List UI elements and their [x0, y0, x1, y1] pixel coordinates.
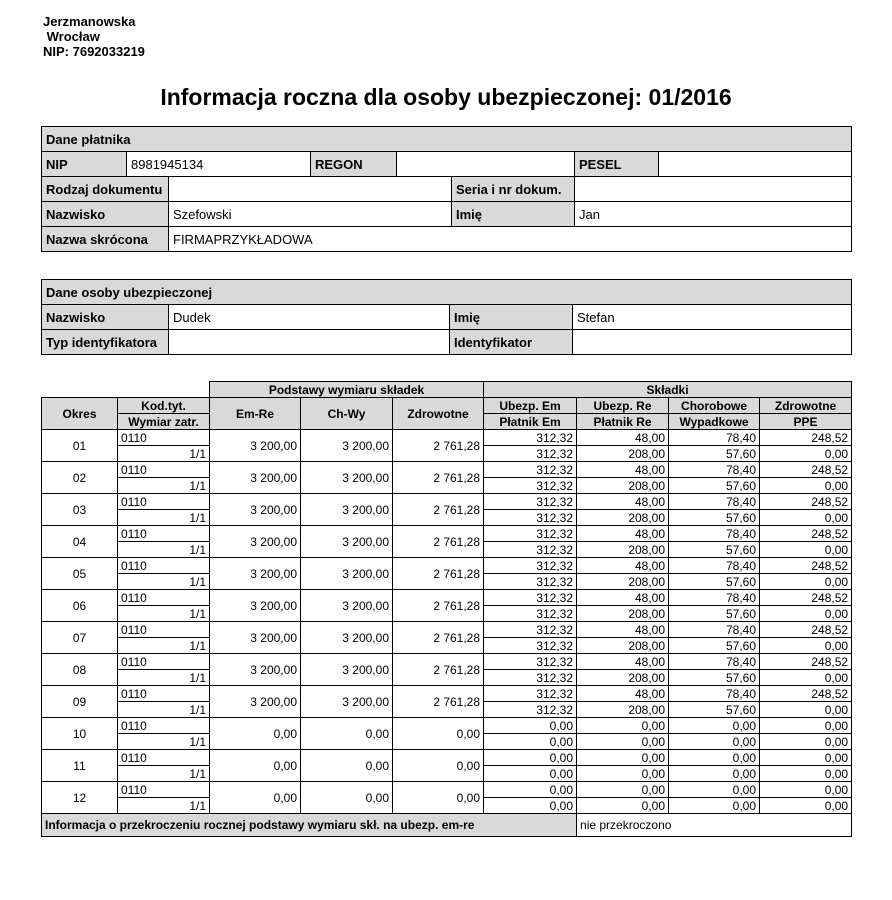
- bases-header: Podstawy wymiaru składek: [210, 382, 484, 398]
- title-code-cell: 0110: [118, 494, 210, 510]
- health-base-cell: 0,00: [393, 750, 484, 782]
- insured-em-cell: 0,00: [484, 782, 577, 798]
- insured-re-cell: 48,00: [577, 622, 669, 638]
- accident-cell: 57,60: [669, 638, 760, 654]
- period-cell: 07: [42, 622, 118, 654]
- accident-cell: 57,60: [669, 606, 760, 622]
- accident-cell: 0,00: [669, 766, 760, 782]
- health-base-cell: 2 761,28: [393, 590, 484, 622]
- ch-wy-cell: 0,00: [301, 782, 393, 814]
- threshold-value: nie przekroczono: [577, 814, 852, 837]
- insured-em-cell: 312,32: [484, 494, 577, 510]
- ppe-cell: 0,00: [760, 574, 852, 590]
- table-row: [42, 718, 852, 734]
- period-cell: 12: [42, 782, 118, 814]
- ch-wy-cell: 0,00: [301, 718, 393, 750]
- health-base-cell: 2 761,28: [393, 526, 484, 558]
- payer-re-cell: 208,00: [577, 574, 669, 590]
- em-re-cell: 0,00: [210, 750, 301, 782]
- work-time-cell: 1/1: [118, 702, 210, 718]
- health-base-cell: 2 761,28: [393, 558, 484, 590]
- accident-cell: 57,60: [669, 702, 760, 718]
- ch-wy-cell: 3 200,00: [301, 558, 393, 590]
- insured-re-cell: 48,00: [577, 430, 669, 446]
- payer-re-cell: 0,00: [577, 734, 669, 750]
- table-row: [42, 526, 852, 542]
- title-code-cell: 0110: [118, 750, 210, 766]
- ppe-cell: 0,00: [760, 798, 852, 814]
- health-base-cell: 0,00: [393, 782, 484, 814]
- em-re-cell: 3 200,00: [210, 622, 301, 654]
- title-code-cell: 0110: [118, 462, 210, 478]
- table-row: [42, 686, 852, 702]
- ch-wy-cell: 3 200,00: [301, 430, 393, 462]
- insured-re-cell: 48,00: [577, 494, 669, 510]
- nip-value: 8981945134: [127, 152, 311, 177]
- payer-re-cell: 0,00: [577, 766, 669, 782]
- insured-em-cell: 0,00: [484, 750, 577, 766]
- work-time-cell: 1/1: [118, 446, 210, 462]
- surname-value: Szefowski: [169, 202, 452, 227]
- identifier-label: Identyfikator: [450, 330, 573, 355]
- insured-em-cell: 312,32: [484, 430, 577, 446]
- health-cell: 248,52: [760, 558, 852, 574]
- payer-re-header: Płatnik Re: [577, 414, 669, 430]
- title-code-cell: 0110: [118, 526, 210, 542]
- table-row: [42, 430, 852, 446]
- title-code-cell: 0110: [118, 718, 210, 734]
- page-title: Informacja roczna dla osoby ubezpieczonej: 01/2016: [160, 84, 732, 110]
- ch-wy-cell: 3 200,00: [301, 494, 393, 526]
- payer-em-cell: 312,32: [484, 670, 577, 686]
- health-base-header: Zdrowotne: [393, 398, 484, 430]
- period-cell: 08: [42, 654, 118, 686]
- health-base-cell: 2 761,28: [393, 494, 484, 526]
- firstname-value: Jan: [575, 202, 852, 227]
- nip-label: NIP: [42, 152, 127, 177]
- payer-em-header: Płatnik Em: [484, 414, 577, 430]
- em-re-cell: 3 200,00: [210, 494, 301, 526]
- sickness-cell: 78,40: [669, 686, 760, 702]
- sickness-cell: 78,40: [669, 558, 760, 574]
- ppe-cell: 0,00: [760, 734, 852, 750]
- surname-label: Nazwisko: [42, 202, 169, 227]
- threshold-label: Informacja o przekroczeniu rocznej podstawy wymiaru skł. na ubezp. em-re: [42, 814, 577, 837]
- period-cell: 11: [42, 750, 118, 782]
- sickness-cell: 78,40: [669, 462, 760, 478]
- payer-em-cell: 0,00: [484, 766, 577, 782]
- accident-header: Wypadkowe: [669, 414, 760, 430]
- table-row: [42, 494, 852, 510]
- table-row: [42, 654, 852, 670]
- sickness-cell: 78,40: [669, 526, 760, 542]
- sickness-cell: 0,00: [669, 750, 760, 766]
- sickness-header: Chorobowe: [669, 398, 760, 414]
- ppe-cell: 0,00: [760, 638, 852, 654]
- health-cell: 0,00: [760, 718, 852, 734]
- work-time-cell: 1/1: [118, 638, 210, 654]
- period-cell: 10: [42, 718, 118, 750]
- payer-re-cell: 0,00: [577, 798, 669, 814]
- insured-re-cell: 48,00: [577, 654, 669, 670]
- section-title: Dane płatnika: [42, 127, 852, 152]
- work-time-cell: 1/1: [118, 766, 210, 782]
- surname-value: Dudek: [169, 305, 450, 330]
- work-time-cell: 1/1: [118, 574, 210, 590]
- accident-cell: 57,60: [669, 574, 760, 590]
- em-re-cell: 0,00: [210, 782, 301, 814]
- work-time-cell: 1/1: [118, 798, 210, 814]
- firstname-label: Imię: [452, 202, 575, 227]
- period-header: Okres: [42, 398, 118, 430]
- payer-em-cell: 312,32: [484, 478, 577, 494]
- health-cell: 248,52: [760, 654, 852, 670]
- identifier-value: [573, 330, 852, 355]
- payer-header: [43, 14, 145, 59]
- payer-re-cell: 208,00: [577, 670, 669, 686]
- ch-wy-cell: 3 200,00: [301, 462, 393, 494]
- em-re-cell: 3 200,00: [210, 526, 301, 558]
- health-cell: 248,52: [760, 430, 852, 446]
- payer-em-cell: 312,32: [484, 542, 577, 558]
- insured-em-cell: 312,32: [484, 558, 577, 574]
- work-time-cell: 1/1: [118, 606, 210, 622]
- insured-re-cell: 48,00: [577, 462, 669, 478]
- sickness-cell: 78,40: [669, 494, 760, 510]
- regon-label: REGON: [311, 152, 397, 177]
- id-type-value: [169, 330, 450, 355]
- period-cell: 02: [42, 462, 118, 494]
- blank-corner: [42, 382, 210, 398]
- payer-re-cell: 208,00: [577, 702, 669, 718]
- insured-em-cell: 312,32: [484, 686, 577, 702]
- ppe-cell: 0,00: [760, 606, 852, 622]
- insured-re-cell: 48,00: [577, 526, 669, 542]
- payer-re-cell: 208,00: [577, 446, 669, 462]
- insured-re-cell: 0,00: [577, 750, 669, 766]
- pesel-label: PESEL: [575, 152, 659, 177]
- payer-name: Jerzmanowska: [43, 14, 136, 29]
- section-title: Dane osoby ubezpieczonej: [42, 280, 852, 305]
- title-code-cell: 0110: [118, 430, 210, 446]
- table-row: [42, 750, 852, 766]
- sickness-cell: 0,00: [669, 718, 760, 734]
- work-time-header: Wymiar zatr.: [118, 414, 210, 430]
- insured-re-cell: 48,00: [577, 590, 669, 606]
- work-time-cell: 1/1: [118, 734, 210, 750]
- period-cell: 04: [42, 526, 118, 558]
- insured-em-cell: 0,00: [484, 718, 577, 734]
- sickness-cell: 78,40: [669, 654, 760, 670]
- doc-type-value: [169, 177, 452, 202]
- period-cell: 03: [42, 494, 118, 526]
- payer-re-cell: 208,00: [577, 606, 669, 622]
- insured-em-cell: 312,32: [484, 622, 577, 638]
- pesel-value: [659, 152, 852, 177]
- contributions-table: [41, 381, 852, 837]
- sickness-cell: 78,40: [669, 622, 760, 638]
- title-code-header: Kod.tyt.: [118, 398, 210, 414]
- table-row: [42, 462, 852, 478]
- health-base-cell: 2 761,28: [393, 686, 484, 718]
- insured-em-cell: 312,32: [484, 526, 577, 542]
- payer-re-cell: 208,00: [577, 542, 669, 558]
- period-cell: 01: [42, 430, 118, 462]
- em-re-cell: 3 200,00: [210, 654, 301, 686]
- ch-wy-cell: 3 200,00: [301, 622, 393, 654]
- sickness-cell: 78,40: [669, 430, 760, 446]
- ch-wy-cell: 3 200,00: [301, 526, 393, 558]
- table-row: [42, 558, 852, 574]
- accident-cell: 0,00: [669, 798, 760, 814]
- contributions-header: Składki: [484, 382, 852, 398]
- payer-em-cell: 312,32: [484, 638, 577, 654]
- em-re-cell: 3 200,00: [210, 430, 301, 462]
- ppe-cell: 0,00: [760, 542, 852, 558]
- payer-em-cell: 312,32: [484, 574, 577, 590]
- health-base-cell: 2 761,28: [393, 654, 484, 686]
- title-code-cell: 0110: [118, 686, 210, 702]
- payer-re-cell: 208,00: [577, 638, 669, 654]
- insured-re-cell: 0,00: [577, 782, 669, 798]
- short-name-label: Nazwa skrócona: [42, 227, 169, 252]
- accident-cell: 57,60: [669, 670, 760, 686]
- payer-em-cell: 0,00: [484, 798, 577, 814]
- health-cell: 248,52: [760, 526, 852, 542]
- title-code-cell: 0110: [118, 622, 210, 638]
- payer-re-cell: 208,00: [577, 478, 669, 494]
- ch-wy-cell: 3 200,00: [301, 686, 393, 718]
- period-cell: 05: [42, 558, 118, 590]
- title-code-cell: 0110: [118, 654, 210, 670]
- ch-wy-cell: 3 200,00: [301, 590, 393, 622]
- em-re-cell: 3 200,00: [210, 590, 301, 622]
- work-time-cell: 1/1: [118, 510, 210, 526]
- insured-em-cell: 312,32: [484, 462, 577, 478]
- health-base-cell: 2 761,28: [393, 622, 484, 654]
- work-time-cell: 1/1: [118, 670, 210, 686]
- title-code-cell: 0110: [118, 558, 210, 574]
- health-cell: 0,00: [760, 750, 852, 766]
- sickness-cell: 78,40: [669, 590, 760, 606]
- payer-data-table: [41, 126, 852, 252]
- regon-value: [397, 152, 575, 177]
- health-cell: 248,52: [760, 622, 852, 638]
- accident-cell: 0,00: [669, 734, 760, 750]
- payer-em-cell: 312,32: [484, 446, 577, 462]
- ppe-cell: 0,00: [760, 766, 852, 782]
- insured-re-cell: 48,00: [577, 558, 669, 574]
- payer-em-cell: 0,00: [484, 734, 577, 750]
- accident-cell: 57,60: [669, 446, 760, 462]
- em-re-header: Em-Re: [210, 398, 301, 430]
- firstname-value: Stefan: [573, 305, 852, 330]
- table-row: [42, 782, 852, 798]
- doc-number-value: [575, 177, 852, 202]
- short-name-value: FIRMAPRZYKŁADOWA: [169, 227, 852, 252]
- ppe-cell: 0,00: [760, 446, 852, 462]
- work-time-cell: 1/1: [118, 478, 210, 494]
- id-type-label: Typ identyfikatora: [42, 330, 169, 355]
- ch-wy-cell: 0,00: [301, 750, 393, 782]
- payer-em-cell: 312,32: [484, 702, 577, 718]
- ch-wy-header: Ch-Wy: [301, 398, 393, 430]
- ch-wy-cell: 3 200,00: [301, 654, 393, 686]
- insured-em-cell: 312,32: [484, 654, 577, 670]
- doc-number-label: Seria i nr dokum.: [452, 177, 575, 202]
- insured-re-cell: 0,00: [577, 718, 669, 734]
- insured-em-header: Ubezp. Em: [484, 398, 577, 414]
- firstname-label: Imię: [450, 305, 573, 330]
- table-row: [42, 590, 852, 606]
- em-re-cell: 3 200,00: [210, 558, 301, 590]
- em-re-cell: 0,00: [210, 718, 301, 750]
- payer-nip: NIP: 7692033219: [43, 44, 145, 59]
- health-cell: 248,52: [760, 686, 852, 702]
- health-cell: 248,52: [760, 462, 852, 478]
- ppe-cell: 0,00: [760, 510, 852, 526]
- insured-data-table: [41, 279, 852, 355]
- insured-em-cell: 312,32: [484, 590, 577, 606]
- insured-re-cell: 48,00: [577, 686, 669, 702]
- work-time-cell: 1/1: [118, 542, 210, 558]
- ppe-cell: 0,00: [760, 478, 852, 494]
- ppe-header: PPE: [760, 414, 852, 430]
- ppe-cell: 0,00: [760, 702, 852, 718]
- ppe-cell: 0,00: [760, 670, 852, 686]
- sickness-cell: 0,00: [669, 782, 760, 798]
- health-cell: 0,00: [760, 782, 852, 798]
- health-cell: 248,52: [760, 494, 852, 510]
- period-cell: 06: [42, 590, 118, 622]
- period-cell: 09: [42, 686, 118, 718]
- table-row: [42, 622, 852, 638]
- accident-cell: 57,60: [669, 510, 760, 526]
- payer-city: Wrocław: [43, 29, 100, 44]
- title-code-cell: 0110: [118, 782, 210, 798]
- insured-re-header: Ubezp. Re: [577, 398, 669, 414]
- accident-cell: 57,60: [669, 542, 760, 558]
- health-base-cell: 2 761,28: [393, 462, 484, 494]
- payer-re-cell: 208,00: [577, 510, 669, 526]
- health-base-cell: 2 761,28: [393, 430, 484, 462]
- em-re-cell: 3 200,00: [210, 462, 301, 494]
- health-base-cell: 0,00: [393, 718, 484, 750]
- accident-cell: 57,60: [669, 478, 760, 494]
- em-re-cell: 3 200,00: [210, 686, 301, 718]
- surname-label: Nazwisko: [42, 305, 169, 330]
- health-cell: 248,52: [760, 590, 852, 606]
- health-header: Zdrowotne: [760, 398, 852, 414]
- title-code-cell: 0110: [118, 590, 210, 606]
- doc-type-label: Rodzaj dokumentu: [42, 177, 169, 202]
- payer-em-cell: 312,32: [484, 510, 577, 526]
- payer-em-cell: 312,32: [484, 606, 577, 622]
